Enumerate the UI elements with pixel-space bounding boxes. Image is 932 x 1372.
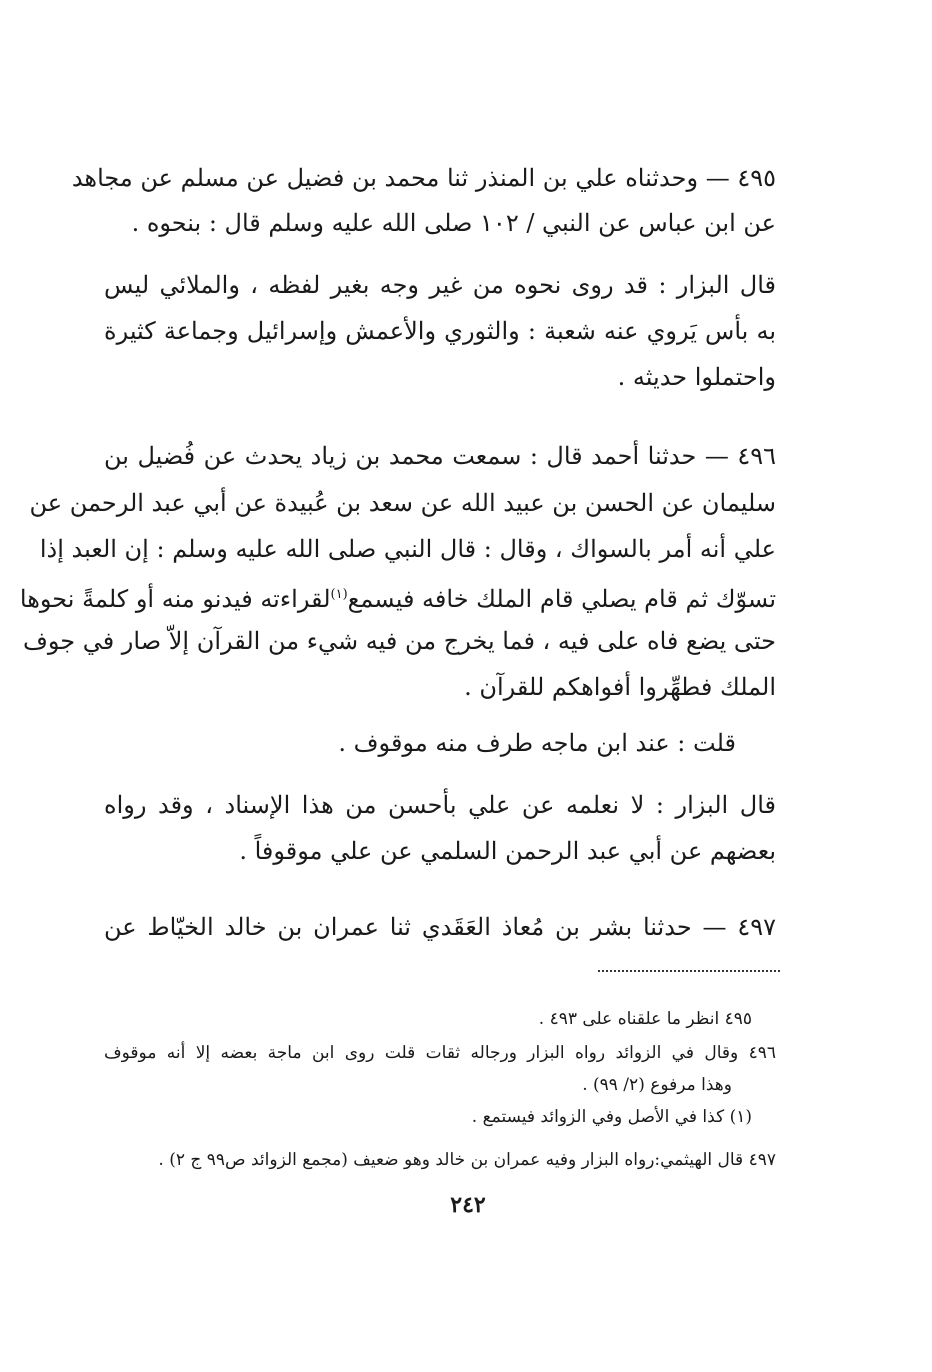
bazzar-comment-495-line-3: واحتملوا حديثه . <box>617 363 776 391</box>
footnote-495: ٤٩٥ انظر ما علقناه على ٤٩٣ . <box>538 1009 752 1029</box>
footnote-496-line-1: ٤٩٦ وقال في الزوائد رواه البزار ورجاله ثقات قلت روى ابن ماجة بعضه إلا أنه موقوف <box>104 1043 776 1063</box>
hadith-496-line-2: سليمان عن الحسن بن عبيد الله عن سعد بن عُبيدة عن أبي عبد الرحمن عن <box>29 489 776 517</box>
hadith-496-line-4-part-1: تسوّك ثم قام يصلي قام الملك خافه فيسمع <box>347 585 776 613</box>
hadith-495-line-1: ٤٩٥ — وحدثناه علي بن المنذر ثنا محمد بن فضيل عن مسلم عن مجاهد <box>71 164 776 192</box>
hadith-496-line-6: الملك فطهِّروا أفواهكم للقرآن . <box>464 673 776 701</box>
bazzar-comment-496-line-2: بعضهم عن أبي عبد الرحمن السلمي عن علي موقوفاً . <box>239 837 776 865</box>
hadith-496-line-3: علي أنه أمر بالسواك ، وقال : قال النبي صلى الله عليه وسلم : إن العبد إذا <box>39 535 776 563</box>
page-number: ٢٤٢ <box>450 1192 486 1218</box>
hadith-497-line-1: ٤٩٧ — حدثنا بشر بن مُعاذ العَقَدي ثنا عمران بن خالد الخيّاط عن <box>104 913 776 941</box>
bazzar-comment-495-line-2: به بأس يَروي عنه شعبة : والثوري والأعمش وإسرائيل وجماعة كثيرة <box>104 317 776 345</box>
hadith-496-line-5: حتى يضع فاه على فيه ، فما يخرج من فيه شيء من القرآن إلاّ صار في جوف <box>22 627 776 655</box>
qult-note: قلت : عند ابن ماجه طرف منه موقوف . <box>338 729 736 757</box>
bazzar-comment-495-line-1: قال البزار : قد روى نحوه من غير وجه بغير لفظه ، والملائي ليس <box>104 271 776 299</box>
footnote-marker-1: (١) <box>330 587 348 602</box>
bazzar-comment-496-line-1: قال البزار : لا نعلمه عن علي بأحسن من هذا الإسناد ، وقد رواه <box>104 791 776 819</box>
hadith-496-line-4 <box>19 580 776 614</box>
footnote-496-line-2: وهذا مرفوع (٢/ ٩٩) . <box>582 1075 732 1095</box>
hadith-496-line-4-part-2: لقراءته فيدنو منه أو كلمةً نحوها <box>19 585 331 613</box>
footnote-1: (١) كذا في الأصل وفي الزوائد فيستمع . <box>471 1107 752 1127</box>
footnote-497: ٤٩٧ قال الهيثمي:رواه البزار وفيه عمران بن خالد وهو ضعيف (مجمع الزوائد ص٩٩ ج ٢) . <box>158 1150 776 1170</box>
hadith-495-line-2: عن ابن عباس عن النبي / ١٠٢ صلى الله عليه وسلم قال : بنحوه . <box>131 209 776 237</box>
hadith-496-line-1: ٤٩٦ — حدثنا أحمد قال : سمعت محمد بن زياد يحدث عن فُضيل بن <box>104 442 776 470</box>
footnote-separator <box>598 970 780 972</box>
